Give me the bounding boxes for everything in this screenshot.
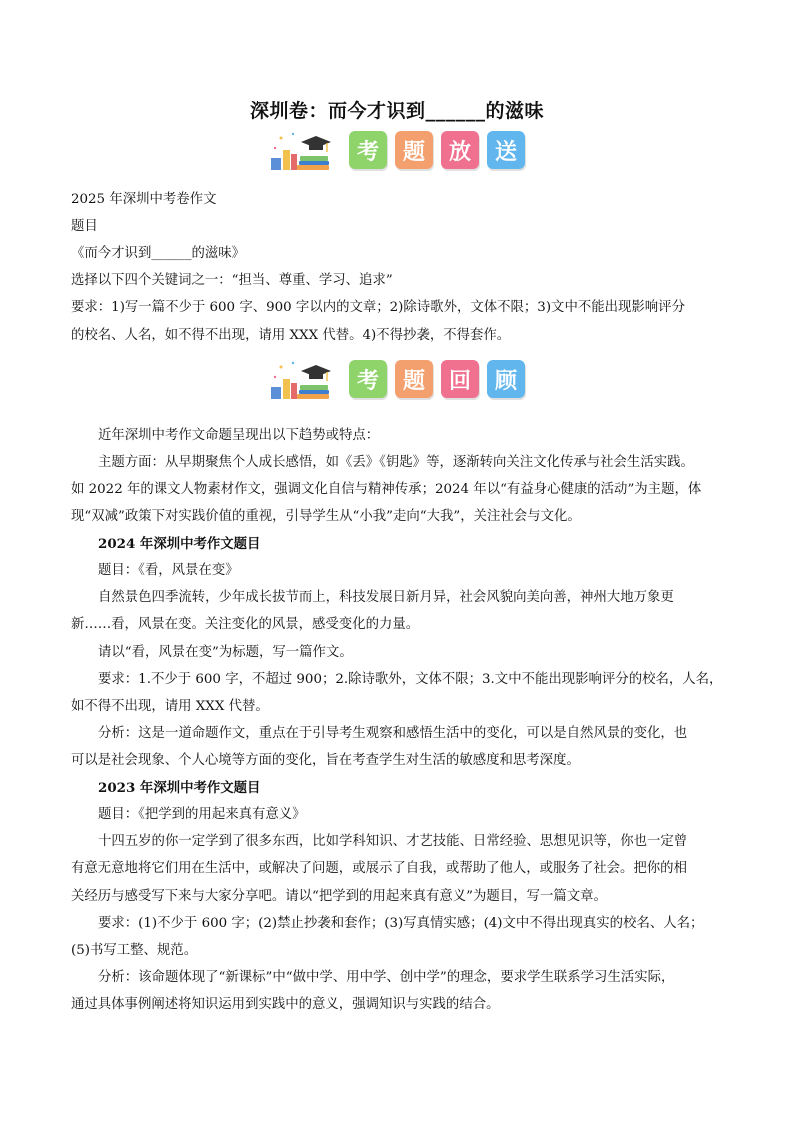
prompt-2023-line-3: 关经历与感受写下来与大家分享吧。请以“把学到的用起来真有意义”为题目，写一篇文章。 [71,889,607,904]
banner-tile-ti: 题 [395,360,433,398]
banner-tile-kao: 考 [349,131,387,169]
requirements-2023-line-1: 要求：(1)不少于 600 字；(2)禁止抄袭和套作；(3)写真情实感；(4)文中不得出现真实的校名、人名； [98,916,704,931]
exam-year-line: 2025 年深圳中考卷作文 [71,192,217,207]
banner-kaoti-huigu [0,357,794,401]
analysis-2023-line-1: 分析：该命题体现了“新课标”中“做中学、用中学、创中学”的理念，要求学生联系学习生活实际， [98,970,675,985]
books-graduation-cap-icon [269,128,331,172]
requirements-line-1: 要求：1)写一篇不少于 600 字、900 字以内的文章；2)除诗歌外，文体不限；3)文中不能出现影响评分 [71,300,685,315]
trend-theme-line-1: 主题方面：从早期聚焦个人成长感悟，如《丢》《钥匙》等，逐渐转向关注文化传承与社会生活实践。 [98,455,694,470]
prompt-2024-instruction: 请以“看，风景在变”为标题，写一篇作文。 [98,645,353,660]
requirements-2024-line-2: 如不得不出现，请用 XXX 代替。 [71,699,269,714]
banner-tile-kao: 考 [349,360,387,398]
analysis-2024-line-2: 可以是社会现象、个人心境等方面的变化，旨在考查学生对生活的敏感度和思考深度。 [71,753,580,768]
analysis-2023-line-2: 通过具体事例阐述将知识运用到实践中的意义，强调知识与实践的结合。 [71,997,500,1012]
banner-kaoti-fangsong [0,128,794,172]
banner-tile-hui: 回 [441,360,479,398]
requirements-line-2: 的校名、人名，如不得不出现，请用 XXX 代替。4)不得抄袭，不得套作。 [71,328,511,343]
prompt-2023-line-2: 有意无意地将它们用在生活中，或解决了问题，或展示了自我，或帮助了他人，或服务了社会。把你的相 [71,861,687,876]
prompt-2024-line-2: 新……看，风景在变。关注变化的风景，感受变化的力量。 [71,617,420,632]
trend-intro: 近年深圳中考作文命题呈现出以下趋势或特点： [98,428,380,443]
keyword-choice: 选择以下四个关键词之一：“担当、尊重、学习、追求” [71,273,393,288]
topic-2024: 题目：《看，风景在变》 [98,563,239,578]
requirements-2024-line-1: 要求：1.不少于 600 字，不超过 900；2.除诗歌外，文体不限；3.文中不能出现影响评分的校名，人名， [98,672,723,687]
heading-2023: 2023 年深圳中考作文题目 [98,780,261,796]
topic-label: 题目 [71,219,98,234]
prompt-2023-line-1: 十四五岁的你一定学到了很多东西，比如学科知识、才艺技能、日常经验、思想见识等，你也一定曾 [98,834,688,849]
topic-2023: 题目：《把学到的用起来真有意义》 [98,807,306,822]
analysis-2024-line-1: 分析：这是一道命题作文，重点在于引导考生观察和感悟生活中的变化，可以是自然风景的变化，也 [98,726,688,741]
topic-title: 《而今才识到______的滋味》 [71,246,246,261]
banner-tile-gu: 顾 [487,360,525,398]
banner-tile-song: 送 [487,131,525,169]
trend-theme-line-3: 现“双减”政策下对实践价值的重视，引导学生从“小我”走向“大我”，关注社会与文化。 [71,509,581,524]
trend-theme-line-2: 如 2022 年的课文人物素材作文，强调文化自信与精神传承；2024 年以“有益身心健康的活动”为主题，体 [71,482,702,497]
heading-2024: 2024 年深圳中考作文题目 [98,536,261,552]
books-graduation-cap-icon [269,357,331,401]
banner-tile-fang: 放 [441,131,479,169]
banner-tile-ti: 题 [395,131,433,169]
requirements-2023-line-2: (5)书写工整、规范。 [71,943,198,958]
page-title: 深圳卷：而今才识到______的滋味 [249,100,544,122]
prompt-2024-line-1: 自然景色四季流转，少年成长拔节而上，科技发展日新月异，社会风貌向美向善，神州大地万象更 [98,590,674,605]
